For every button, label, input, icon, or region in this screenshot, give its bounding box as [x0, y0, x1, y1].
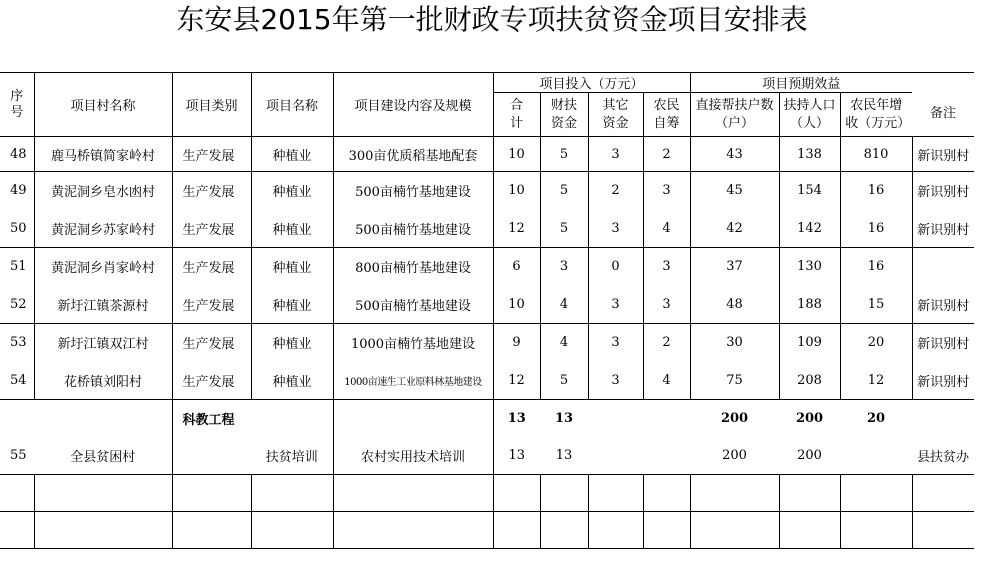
cell-village: 黄泥洞乡肖家岭村	[34, 248, 172, 286]
cell-farmer: 3	[643, 286, 690, 324]
cell-seq: 55	[0, 437, 34, 475]
cell-population: 200	[779, 437, 840, 475]
cell-other: 3	[588, 210, 643, 248]
cell-category: 生产发展	[172, 248, 251, 286]
cell-fiscal: 4	[540, 286, 588, 324]
header-population: 扶持人口（人）	[779, 93, 840, 137]
empty-row	[0, 475, 974, 512]
cell-total: 10	[493, 286, 540, 324]
header-remark-top	[912, 73, 974, 93]
cell-population: 130	[779, 248, 840, 286]
section-label: 科教工程	[182, 412, 235, 428]
cell-remark: 县扶贫办	[912, 437, 974, 475]
cell-population: 154	[779, 172, 840, 210]
header-name: 项目名称	[251, 73, 333, 137]
cell-name: 种植业	[251, 248, 333, 286]
cell-name: 种植业	[251, 324, 333, 362]
cell-fiscal: 4	[540, 324, 588, 362]
cell-households: 37	[690, 248, 779, 286]
cell-income: 16	[840, 248, 912, 286]
cell-remark: 新识别村	[912, 137, 974, 172]
cell-content: 1000亩速生工业原料林基地建设	[333, 362, 493, 400]
cell-population: 109	[779, 324, 840, 362]
cell-total: 9	[493, 324, 540, 362]
cell-seq: 50	[0, 210, 34, 248]
cell-remark: 新识别村	[917, 337, 970, 353]
header-row-1	[0, 73, 974, 93]
cell-income: 15	[840, 286, 912, 324]
cell-population: 208	[779, 362, 840, 400]
header-income: 农民年增收（万元）	[840, 93, 912, 137]
header-benefit-group: 项目预期效益	[690, 73, 912, 93]
cell-total: 6	[493, 248, 540, 286]
cell-fiscal: 13	[540, 437, 588, 475]
cell-total: 10	[493, 172, 540, 210]
table-row	[0, 286, 974, 324]
cell-fiscal: 5	[540, 172, 588, 210]
cell-households: 42	[690, 210, 779, 248]
cell-village: 新圩江镇茶源村	[34, 286, 172, 324]
cell-name: 种植业	[251, 210, 333, 248]
cell-remark	[912, 248, 974, 286]
cell-village: 花桥镇刘阳村	[34, 362, 172, 400]
header-village: 项目村名称	[34, 73, 172, 137]
cell-category: 生产发展	[172, 210, 251, 248]
cell-content: 农村实用技术培训	[333, 437, 493, 475]
cell-other: 2	[588, 172, 643, 210]
header-remark: 备注	[912, 93, 974, 137]
cell-seq: 53	[0, 324, 34, 362]
cell-farmer: 4	[643, 362, 690, 400]
cell-remark: 新识别村	[917, 185, 970, 201]
cell-village: 新圩江镇双江村	[34, 324, 172, 362]
cell-fiscal: 5	[540, 137, 588, 172]
cell-households: 48	[690, 286, 779, 324]
header-total: 合计	[493, 93, 540, 137]
cell-seq: 49	[0, 172, 34, 210]
cell-category: 生产发展	[172, 362, 251, 400]
table-row	[0, 210, 974, 248]
cell-village: 鹿马桥镇简家岭村	[34, 137, 172, 172]
empty-row	[0, 512, 974, 549]
cell-farmer: 2	[643, 324, 690, 362]
cell-population: 188	[779, 286, 840, 324]
cell-population: 142	[779, 210, 840, 248]
header-investment-group: 项目投入（万元）	[493, 73, 690, 93]
cell-fiscal: 5	[540, 210, 588, 248]
cell-farmer: 3	[643, 172, 690, 210]
table-row	[0, 137, 974, 172]
header-other: 其它资金	[588, 93, 643, 137]
header-content: 项目建设内容及规模	[333, 73, 493, 137]
cell-content: 500亩楠竹基地建设	[333, 172, 493, 210]
table-row	[0, 248, 974, 286]
cell-households: 30	[690, 324, 779, 362]
table-row	[0, 324, 974, 362]
table-row	[0, 362, 974, 400]
cell-total: 13	[493, 437, 540, 475]
cell-income: 12	[840, 362, 912, 400]
header-farmer: 农民自筹	[643, 93, 690, 137]
cell-content: 500亩楠竹基地建设	[333, 286, 493, 324]
table-row	[0, 437, 974, 475]
cell-total: 12	[493, 362, 540, 400]
cell-other: 3	[588, 286, 643, 324]
section-row	[0, 400, 974, 437]
cell-farmer: 3	[643, 248, 690, 286]
cell-village: 黄泥洞乡皂水凼村	[34, 172, 172, 210]
cell-category: 生产发展	[172, 172, 251, 210]
cell-farmer: 4	[643, 210, 690, 248]
cell-seq: 52	[0, 286, 34, 324]
cell-households: 200	[690, 437, 779, 475]
cell-category: 生产发展	[172, 324, 251, 362]
header-seq: 序号	[0, 73, 34, 137]
cell-other: 3	[588, 137, 643, 172]
cell-content: 1000亩楠竹基地建设	[333, 324, 493, 362]
header-fiscal: 财扶资金	[540, 93, 588, 137]
cell-fiscal: 5	[540, 362, 588, 400]
cell-total: 12	[493, 210, 540, 248]
cell-households: 43	[690, 137, 779, 172]
cell-content: 500亩楠竹基地建设	[333, 210, 493, 248]
cell-name: 扶贫培训	[251, 437, 333, 475]
table-row	[0, 172, 974, 210]
header-category: 项目类别	[172, 73, 251, 137]
cell-other: 0	[588, 248, 643, 286]
cell-name: 种植业	[251, 172, 333, 210]
cell-other: 3	[588, 362, 643, 400]
cell-income: 20	[840, 324, 912, 362]
cell-remark: 新识别村	[912, 210, 974, 248]
cell-category: 生产发展	[172, 286, 251, 324]
cell-category: 生产发展	[172, 137, 251, 172]
cell-total: 10	[493, 137, 540, 172]
cell-income: 16	[840, 172, 912, 210]
cell-content: 800亩楠竹基地建设	[333, 248, 493, 286]
cell-income: 810	[840, 137, 912, 172]
cell-farmer: 2	[643, 137, 690, 172]
cell-name: 种植业	[251, 137, 333, 172]
cell-village: 黄泥洞乡苏家岭村	[34, 210, 172, 248]
cell-remark: 新识别村	[912, 286, 974, 324]
cell-income: 16	[840, 210, 912, 248]
cell-name: 种植业	[251, 286, 333, 324]
cell-seq: 54	[0, 362, 34, 400]
cell-population: 138	[779, 137, 840, 172]
cell-name: 种植业	[251, 362, 333, 400]
header-households: 直接帮扶户数（户）	[690, 93, 779, 137]
cell-households: 75	[690, 362, 779, 400]
cell-households: 45	[690, 172, 779, 210]
cell-content: 300亩优质稻基地配套	[333, 137, 493, 172]
cell-fiscal: 3	[540, 248, 588, 286]
cell-village: 全县贫困村	[34, 437, 172, 475]
section-total: 13	[507, 410, 526, 426]
cell-seq: 51	[0, 248, 34, 286]
cell-remark: 新识别村	[912, 362, 974, 400]
section-income: 20	[866, 410, 886, 426]
section-fiscal: 13	[554, 410, 574, 426]
section-households: 200	[720, 410, 749, 426]
cell-seq: 48	[0, 137, 34, 172]
page-title: 东安县2015年第一批财政专项扶贫资金项目安排表	[176, 3, 808, 36]
project-table	[0, 72, 974, 549]
section-population: 200	[795, 410, 824, 426]
cell-other: 3	[588, 324, 643, 362]
